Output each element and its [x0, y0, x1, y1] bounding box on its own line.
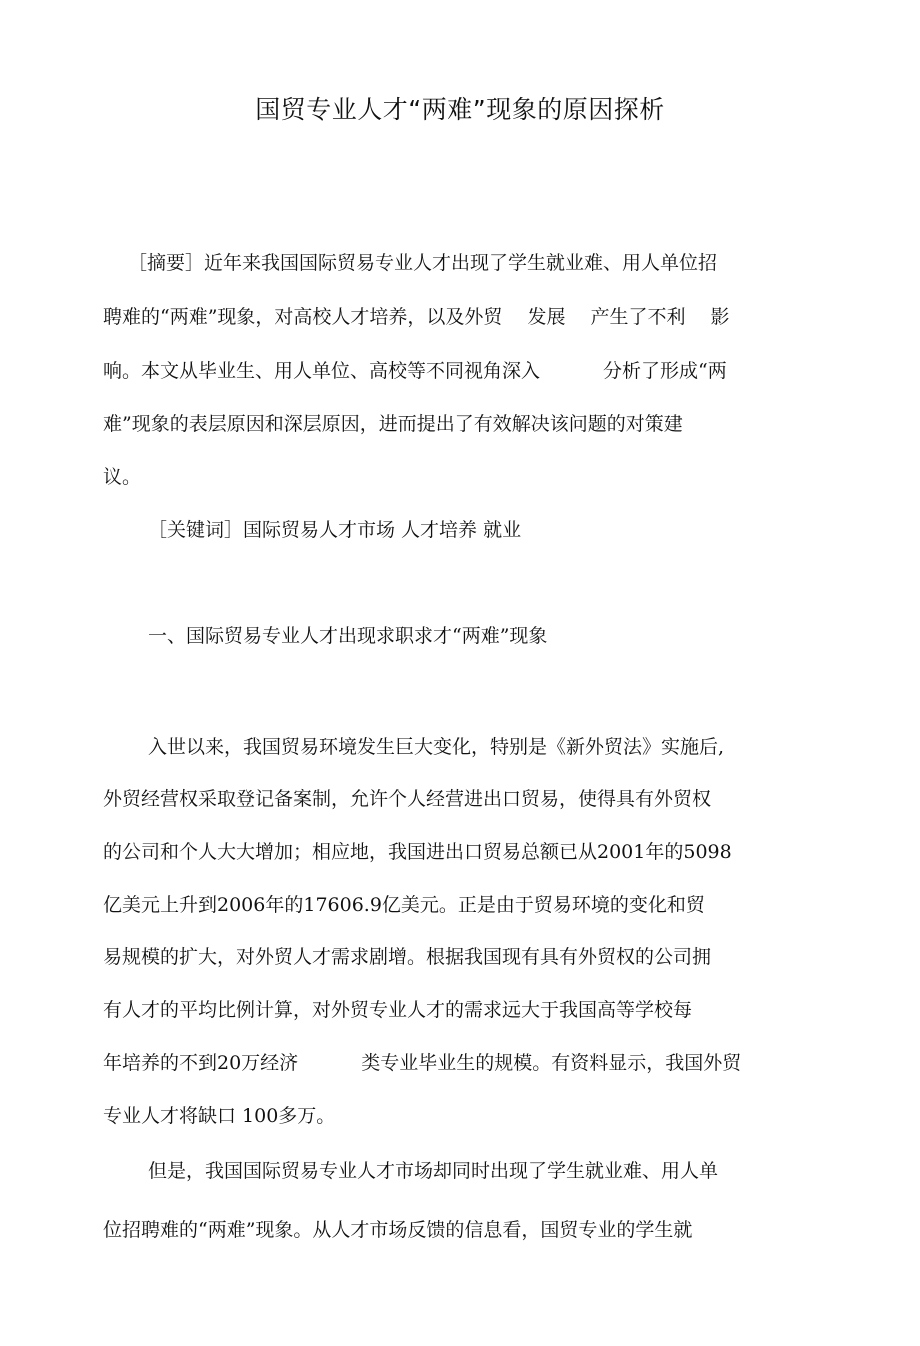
paragraph-line: 专业人才将缺口 100多万。	[103, 1105, 336, 1127]
abstract-line: ［摘要］近年来我国国际贸易专业人才出现了学生就业难、用人单位招	[128, 252, 718, 274]
paragraph-line: 易规模的扩大，对外贸人才需求剧增。根据我国现有具有外贸权的公司拥	[103, 946, 712, 968]
abstract-line: 响。本文从毕业生、用人单位、高校等不同视角深入 分析了形成“两	[103, 360, 727, 382]
paragraph-line: 年培养的不到20万经济 类专业毕业生的规模。有资料显示，我国外贸	[103, 1052, 742, 1074]
document-title: 国贸专业人才“两难”现象的原因探析	[255, 95, 665, 124]
paragraph-line: 位招聘难的“两难”现象。从人才市场反馈的信息看，国贸专业的学生就	[103, 1219, 693, 1241]
abstract-line: 聘难的“两难”现象，对高校人才培养，以及外贸 发展 产生了不利 影	[103, 306, 730, 328]
paragraph-line: 外贸经营权采取登记备案制，允许个人经营进出口贸易，使得具有外贸权	[103, 788, 712, 810]
paragraph-line: 但是，我国国际贸易专业人才市场却同时出现了学生就业难、用人单	[148, 1160, 719, 1182]
abstract-line: 难”现象的表层原因和深层原因，进而提出了有效解决该问题的对策建	[103, 413, 683, 435]
abstract-line: 议。	[103, 466, 142, 488]
paragraph-line: 的公司和个人大大增加；相应地，我国进出口贸易总额已从2001年的5098	[103, 841, 732, 863]
paragraph-line: 入世以来，我国贸易环境发生巨大变化，特别是《新外贸法》实施后,	[148, 736, 725, 758]
keywords-line: ［关键词］国际贸易人才市场 人才培养 就业	[148, 519, 522, 541]
paragraph-line: 亿美元上升到2006年的17606.9亿美元。正是由于贸易环境的变化和贸	[103, 894, 705, 916]
paragraph-line: 有人才的平均比例计算，对外贸专业人才的需求远大于我国高等学校每	[103, 999, 693, 1021]
section-heading: 一、国际贸易专业人才出现求职求才“两难”现象	[148, 625, 548, 647]
